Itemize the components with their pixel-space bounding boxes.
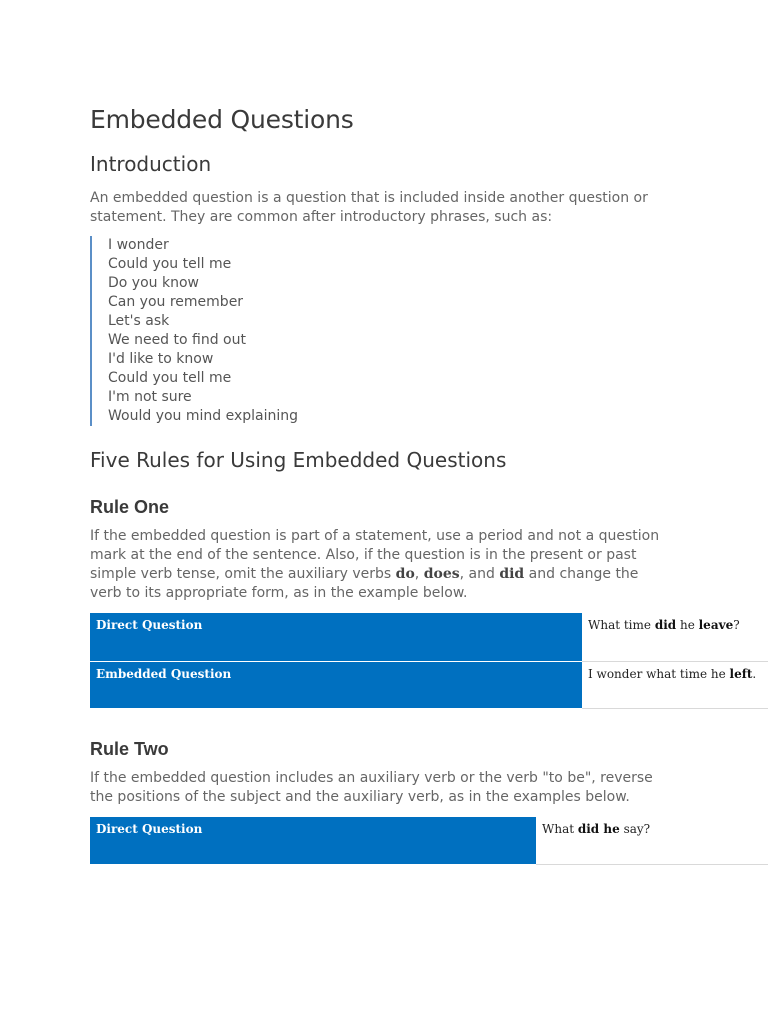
table-row (90, 817, 768, 865)
list-item: I'd like to know (108, 351, 214, 367)
direct-question-label: Direct Question (90, 613, 582, 661)
rule-one-paragraph: If the embedded question is part of a statement, use a period and not a question mark at the end of the sentence. Also, if the question is in the present or past simple verb tense, omit the auxiliary verbs do, does, and did and change the verb to its appropriate form, as in the example below. (90, 528, 660, 601)
list-item: Would you mind explaining (108, 408, 299, 424)
table-row (90, 613, 768, 661)
rule-one-table (90, 613, 768, 709)
list-item: I wonder (108, 237, 169, 253)
rules-heading: Five Rules for Using Embedded Questions (90, 448, 507, 472)
list-item: Could you tell me (108, 370, 232, 386)
rule-two-heading: Rule Two (90, 738, 169, 759)
phrase-list (90, 236, 408, 426)
rule-two-table (90, 817, 768, 866)
document-page (90, 100, 768, 865)
embedded-question-label: Embedded Question (90, 661, 582, 708)
list-item: Can you remember (108, 294, 244, 310)
embedded-question-example: I wonder what time he left. (582, 661, 768, 708)
direct-question-example: What did he say? (536, 817, 768, 865)
table-row (90, 661, 768, 708)
intro-heading: Introduction (90, 152, 212, 176)
direct-question-label: Direct Question (90, 817, 536, 865)
direct-question-example: What time did he leave? (582, 613, 768, 661)
list-item: I'm not sure (108, 389, 192, 405)
page-title: Embedded Questions (90, 105, 354, 134)
intro-paragraph: An embedded question is a question that is included inside another question or statement. They are common after introductory phrases, such as: (90, 190, 648, 225)
list-item: Let's ask (108, 313, 170, 329)
rule-two-paragraph: If the embedded question includes an auxiliary verb or the verb "to be", reverse the positions of the subject and the auxiliary verb, as in the examples below. (90, 769, 653, 805)
list-item: Do you know (108, 275, 199, 291)
list-item: Could you tell me (108, 256, 232, 272)
rule-one-heading: Rule One (90, 497, 170, 517)
list-item: We need to find out (108, 332, 246, 348)
